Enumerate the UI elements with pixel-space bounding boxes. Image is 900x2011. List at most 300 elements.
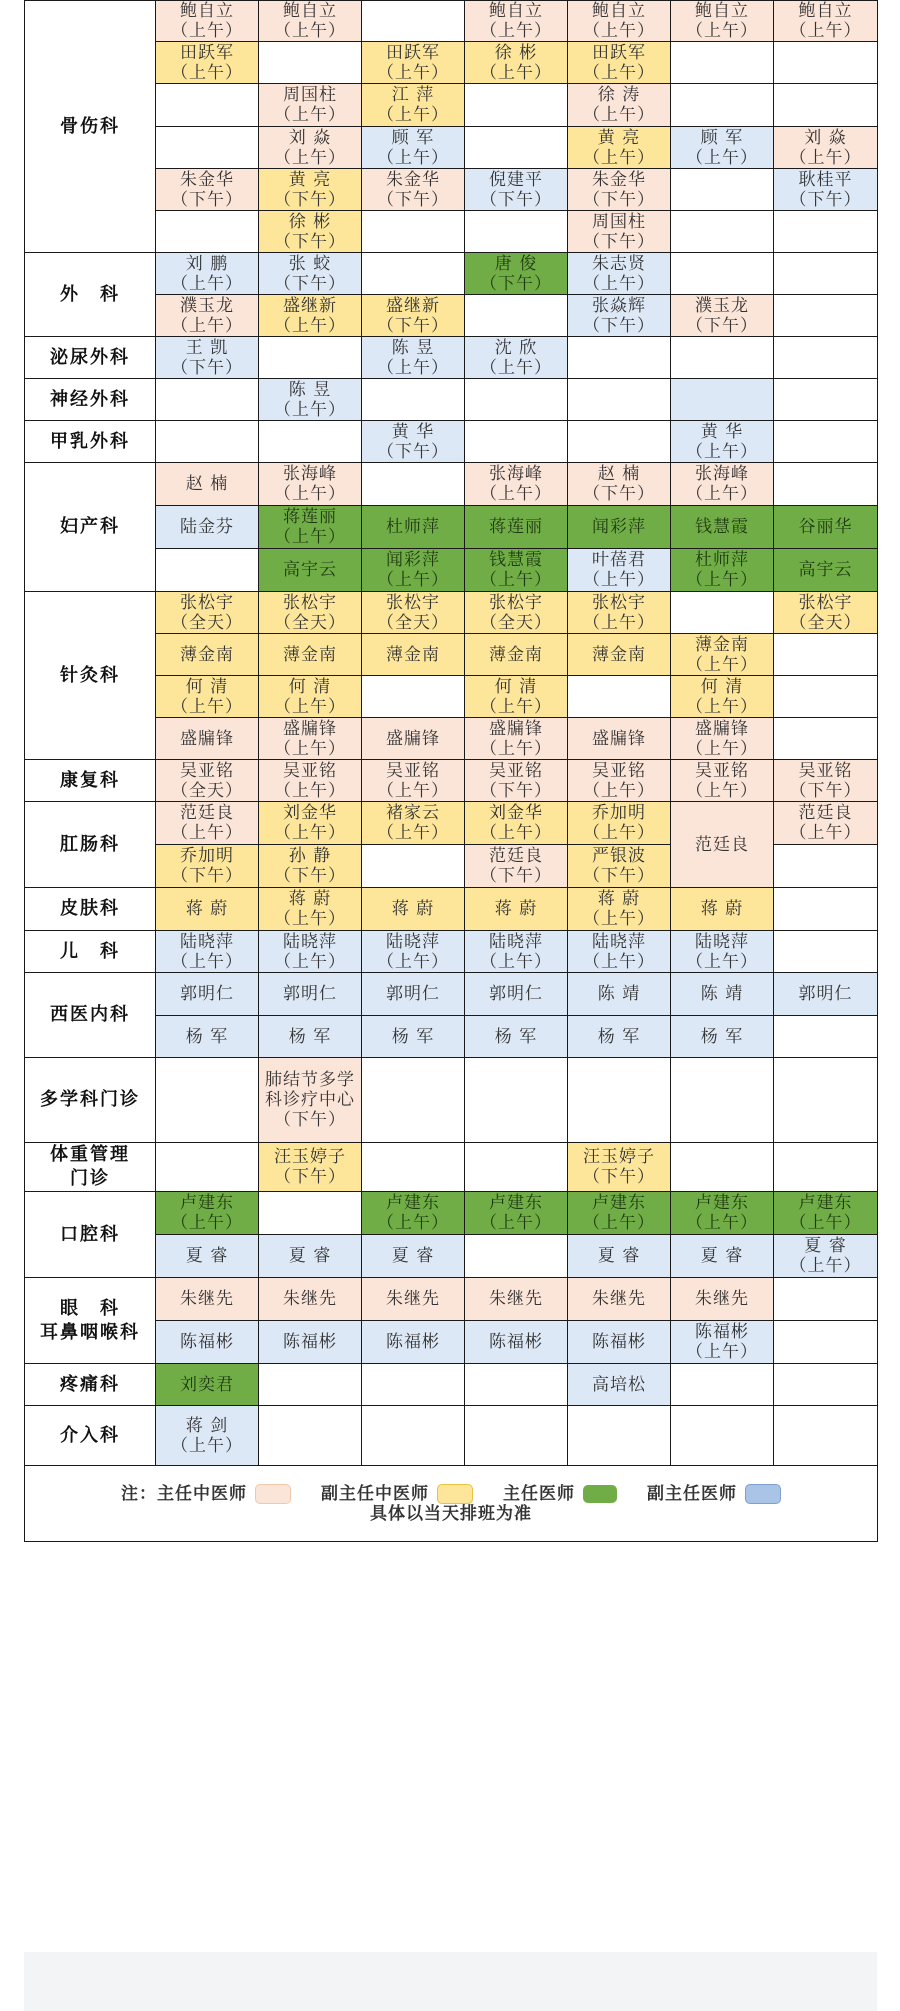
schedule-cell [671,506,774,549]
session-time: （上午） [583,105,655,125]
schedule-cell [259,549,362,592]
doctor-name: 高培松 [592,1374,646,1395]
schedule-cell [774,760,878,802]
session-time: （下午） [377,189,449,210]
schedule-cell [568,1235,671,1278]
schedule-cell [671,676,774,718]
schedule-cell [259,211,362,253]
schedule-cell [568,253,671,295]
schedule-cell [156,84,259,127]
schedule-cell [465,295,568,337]
schedule-cell [259,1364,362,1406]
schedule-cell [362,1406,465,1466]
session-time: （上午） [171,951,243,972]
department-label: 体重管理 门诊 [25,1143,156,1192]
schedule-cell [671,1321,774,1364]
schedule-cell [465,253,568,295]
doctor-name: 盛牖锋 [592,728,646,749]
schedule-cell [568,973,671,1016]
session-time: （上午） [274,696,346,717]
doctor-name: 倪建平 [489,169,543,190]
doctor-name: 范廷良 [695,834,749,855]
doctor-name: 陆晓萍 [592,931,646,952]
schedule-cell [259,42,362,84]
schedule-row [25,760,878,802]
schedule-row [25,1192,878,1235]
schedule-cell [671,1058,774,1143]
schedule-cell [156,802,259,845]
session-time: （上午） [377,357,449,378]
legend-swatch [255,1484,291,1504]
doctor-name: 杨 军 [391,1026,435,1047]
schedule-cell [465,1058,568,1143]
schedule-cell [465,549,568,592]
schedule-cell [362,127,465,169]
schedule-cell [259,1321,362,1364]
schedule-cell [465,1406,568,1466]
doctor-name: 朱金华 [180,169,234,190]
doctor-name: 陆晓萍 [489,931,543,952]
session-time: （上午） [583,62,655,83]
session-time: （下午） [377,315,449,336]
session-time: （上午） [686,147,758,168]
schedule-cell [774,42,878,84]
schedule-cell [568,1278,671,1321]
schedule-cell [568,506,671,549]
session-time: （上午） [171,696,243,717]
doctor-name: 蒋 蔚 [288,889,332,909]
doctor-name: 夏 睿 [288,1246,332,1266]
schedule-cell [568,169,671,211]
schedule-cell [156,718,259,760]
schedule-cell [156,295,259,337]
department-label: 肛肠科 [25,802,156,888]
schedule-cell [774,506,878,549]
doctor-name: 钱慧霞 [695,517,749,537]
session-time: （下午） [480,189,552,210]
schedule-cell [568,676,671,718]
session-time: （下午） [171,189,243,210]
session-time: （上午） [789,147,862,168]
schedule-cell [156,169,259,211]
clinic-schedule-table [24,0,878,1542]
schedule-cell [774,379,878,421]
schedule-row [25,592,878,634]
schedule-cell [568,888,671,931]
schedule-cell [465,337,568,379]
doctor-name: 朱继先 [180,1289,234,1309]
schedule-cell [362,463,465,506]
doctor-name: 何 清 [185,676,229,697]
schedule-cell [671,127,774,169]
schedule-cell [671,379,774,421]
schedule-cell [259,1235,362,1278]
doctor-name: 鲍自立 [489,1,543,21]
schedule-cell [465,1143,568,1192]
doctor-name: 杜师萍 [695,550,749,570]
schedule-cell [156,463,259,506]
schedule-cell [671,1406,774,1466]
doctor-name: 吴亚铭 [695,760,749,781]
schedule-row [25,379,878,421]
doctor-name: 陆晓萍 [180,931,234,952]
schedule-row [25,1406,878,1466]
session-time: （上午） [274,951,346,972]
doctor-name: 蒋 蔚 [391,899,435,919]
doctor-name: 鲍自立 [798,1,853,21]
doctor-name: 朱继先 [592,1289,646,1309]
doctor-name: 卢建东 [592,1193,646,1213]
doctor-name: 杨 军 [597,1026,641,1047]
session-time: （上午） [583,780,655,801]
doctor-name: 张松宇 [386,592,440,613]
schedule-cell [774,169,878,211]
doctor-name: 汪玉婷子 [583,1147,655,1167]
schedule-cell [362,888,465,931]
schedule-cell [465,973,568,1016]
doctor-name: 严银波 [592,846,646,866]
schedule-cell [156,1278,259,1321]
doctor-name: 蒋莲丽 [283,507,337,527]
doctor-name: 王 凯 [185,337,229,358]
session-time: （下午） [480,273,552,294]
schedule-cell [362,634,465,676]
schedule-cell [362,718,465,760]
schedule-row [25,463,878,506]
session-time: （上午） [686,696,758,717]
session-time: （下午） [480,780,552,801]
schedule-cell [465,1364,568,1406]
session-time: （上午） [583,909,655,929]
schedule-cell [465,506,568,549]
schedule-cell [774,931,878,973]
doctor-name: 盛继新 [283,295,337,316]
legend-footnote: 具体以当天排班为准 [370,1503,532,1524]
schedule-cell [259,1016,362,1058]
session-time: （上午） [274,399,346,420]
doctor-name: 杨 军 [185,1026,229,1047]
schedule-cell [568,592,671,634]
schedule-cell [671,1,774,42]
schedule-cell [156,676,259,718]
doctor-name: 徐 彬 [288,211,332,232]
schedule-cell [774,973,878,1016]
session-time: （下午） [274,189,346,210]
session-time: （全天） [789,612,862,633]
schedule-cell [259,760,362,802]
schedule-cell [465,802,568,845]
schedule-cell [465,1321,568,1364]
doctor-name: 夏 睿 [185,1246,229,1266]
schedule-cell [362,1278,465,1321]
schedule-cell [568,718,671,760]
doctor-name: 唐 俊 [494,253,538,274]
session-time: （上午） [274,738,346,759]
schedule-cell [568,1016,671,1058]
session-time: （下午） [583,866,655,886]
schedule-cell [156,1058,259,1143]
department-label: 西医内科 [25,973,156,1058]
doctor-name: 吴亚铭 [283,760,337,781]
schedule-cell [156,379,259,421]
doctor-name: 陈福彬 [283,1332,337,1352]
schedule-cell [671,295,774,337]
session-time: （上午） [583,612,655,633]
schedule-cell [774,1058,878,1143]
schedule-cell [156,845,259,888]
doctor-name: 蒋 蔚 [700,899,744,919]
department-label: 妇产科 [25,463,156,592]
schedule-row [25,888,878,931]
schedule-cell [671,463,774,506]
session-time: （上午） [274,147,346,168]
session-time: （上午） [171,273,243,294]
doctor-name: 徐 涛 [597,85,641,105]
schedule-row [25,973,878,1016]
schedule-cell [362,760,465,802]
schedule-cell [671,931,774,973]
doctor-name: 盛牖锋 [489,718,543,739]
schedule-cell [774,1278,878,1321]
department-label: 泌尿外科 [25,337,156,379]
session-time: （下午） [171,357,243,378]
doctor-name: 闻彩萍 [592,517,646,537]
doctor-name: 郭明仁 [798,984,853,1004]
department-label: 甲乳外科 [25,421,156,463]
schedule-cell [774,718,878,760]
doctor-name: 张松宇 [592,592,646,613]
schedule-cell [465,169,568,211]
department-label: 口腔科 [25,1192,156,1278]
session-time: （下午） [583,315,655,336]
session-time: （上午） [480,484,552,504]
schedule-cell [465,888,568,931]
schedule-cell [465,592,568,634]
schedule-cell [259,931,362,973]
schedule-cell [259,1058,362,1143]
schedule-cell [362,295,465,337]
doctor-name: 杜师萍 [386,517,440,537]
doctor-name: 陈 昱 [391,337,435,358]
doctor-name: 周国柱 [283,85,337,105]
schedule-cell [774,295,878,337]
schedule-cell [568,760,671,802]
session-time: （上午） [686,570,758,590]
schedule-cell [671,1278,774,1321]
session-time: （上午） [480,1213,552,1233]
schedule-cell [568,84,671,127]
schedule-cell [465,211,568,253]
session-time: （上午） [686,654,758,675]
doctor-name: 吴亚铭 [592,760,646,781]
schedule-cell [568,845,671,888]
schedule-cell [259,1143,362,1192]
doctor-name: 陈 昱 [288,379,332,400]
session-time: （全天） [480,612,552,633]
doctor-name: 范廷良 [489,846,543,866]
schedule-cell [156,973,259,1016]
legend-prefix: 注： [121,1483,157,1504]
doctor-name: 盛牖锋 [180,728,234,749]
schedule-cell [259,888,362,931]
doctor-name: 陆金芬 [180,517,234,537]
doctor-name: 肺结节多学科诊疗中心 [265,1070,355,1110]
doctor-name: 张松宇 [489,592,543,613]
legend-label: 主任中医师 [157,1483,247,1504]
doctor-name: 蒋莲丽 [489,517,543,537]
session-time: （上午） [274,780,346,801]
schedule-cell [774,421,878,463]
schedule-cell [671,337,774,379]
doctor-name: 卢建东 [489,1193,543,1213]
session-time: （上午） [583,147,655,168]
doctor-name: 沈 欣 [494,337,538,358]
doctor-name: 陈福彬 [180,1332,234,1352]
doctor-name: 夏 睿 [804,1236,847,1256]
department-label: 康复科 [25,760,156,802]
schedule-cell [259,379,362,421]
doctor-name: 朱金华 [592,169,646,190]
doctor-name: 薄金南 [283,644,337,665]
schedule-cell [465,463,568,506]
schedule-cell [362,1016,465,1058]
schedule-cell [362,1321,465,1364]
schedule-cell [774,634,878,676]
schedule-cell [774,1364,878,1406]
schedule-cell [156,1235,259,1278]
doctor-name: 钱慧霞 [489,550,543,570]
legend-label: 副主任中医师 [321,1483,429,1504]
schedule-cell [671,84,774,127]
session-time: （上午） [686,780,758,801]
schedule-cell [671,973,774,1016]
doctor-name: 刘金华 [283,803,337,823]
session-time: （下午） [480,866,552,886]
schedule-cell [156,1321,259,1364]
schedule-cell [362,676,465,718]
session-time: （上午） [274,21,346,41]
department-label: 外 科 [25,253,156,337]
session-time: （上午） [377,780,449,801]
doctor-name: 夏 睿 [700,1246,744,1266]
doctor-name: 夏 睿 [597,1246,641,1266]
schedule-cell [259,295,362,337]
doctor-name: 陈福彬 [592,1332,646,1352]
doctor-name: 吴亚铭 [180,760,234,781]
legend-swatch [437,1484,473,1504]
doctor-name: 盛牖锋 [386,728,440,749]
schedule-cell [568,1364,671,1406]
schedule-cell [568,1192,671,1235]
schedule-cell [259,421,362,463]
doctor-name: 闻彩萍 [386,550,440,570]
doctor-name: 陈福彬 [695,1322,749,1342]
session-time: （上午） [686,484,758,504]
department-label: 眼 科 耳鼻咽喉科 [25,1278,156,1364]
doctor-name: 刘奕君 [180,1374,234,1395]
doctor-name: 黄 华 [700,421,744,442]
doctor-name: 黄 亮 [597,127,641,148]
session-time: （上午） [789,1256,862,1276]
doctor-name: 张松宇 [283,592,337,613]
schedule-cell [465,84,568,127]
schedule-cell [774,1321,878,1364]
schedule-cell [774,549,878,592]
session-time: （上午） [274,105,346,125]
doctor-name: 蒋 蔚 [185,899,229,919]
schedule-cell [259,1192,362,1235]
doctor-name: 张海峰 [695,464,749,484]
doctor-name: 鲍自立 [180,1,234,21]
department-label: 儿 科 [25,931,156,973]
schedule-cell [568,421,671,463]
session-time: （上午） [480,21,552,41]
schedule-cell [671,718,774,760]
doctor-name: 郭明仁 [489,984,543,1004]
schedule-cell [568,42,671,84]
schedule-cell [465,845,568,888]
schedule-cell [156,1364,259,1406]
session-time: （上午） [171,1213,243,1233]
schedule-cell [568,1058,671,1143]
schedule-cell [156,760,259,802]
doctor-name: 朱继先 [489,1289,543,1309]
department-label: 神经外科 [25,379,156,421]
session-time: （下午） [377,441,449,462]
schedule-cell [156,931,259,973]
doctor-name: 朱志贤 [592,253,646,274]
doctor-name: 张松宇 [180,592,234,613]
session-time: （上午） [171,315,243,336]
doctor-name: 卢建东 [386,1193,440,1213]
session-time: （上午） [686,441,758,462]
schedule-cell [465,1,568,42]
department-label: 介入科 [25,1406,156,1466]
schedule-cell [362,421,465,463]
doctor-name: 张海峰 [489,464,543,484]
legend-swatch [583,1485,617,1503]
doctor-name: 陆晓萍 [695,931,749,952]
doctor-name: 陆晓萍 [386,931,440,952]
doctor-name: 张 蛟 [288,253,332,274]
doctor-name: 何 清 [494,676,538,697]
doctor-name: 何 清 [700,676,744,697]
schedule-cell [671,592,774,634]
doctor-name: 赵 楠 [597,464,641,484]
doctor-name: 盛继新 [386,295,440,316]
legend-swatch [745,1484,781,1504]
session-time: （上午） [583,951,655,972]
session-time: （下午） [789,780,862,801]
schedule-cell [465,1016,568,1058]
schedule-cell [774,253,878,295]
schedule-row [25,1364,878,1406]
schedule-cell [156,1,259,42]
schedule-cell [259,506,362,549]
schedule-cell [362,845,465,888]
schedule-cell [774,1143,878,1192]
schedule-cell [362,506,465,549]
doctor-name: 郭明仁 [386,984,440,1004]
footer-band [24,1952,877,2011]
doctor-name: 田跃军 [592,42,646,63]
schedule-row [25,337,878,379]
schedule-cell [362,337,465,379]
department-label: 针灸科 [25,592,156,760]
doctor-name: 蒋 剑 [185,1415,229,1436]
schedule-cell [156,253,259,295]
doctor-name: 陈 靖 [597,984,641,1004]
